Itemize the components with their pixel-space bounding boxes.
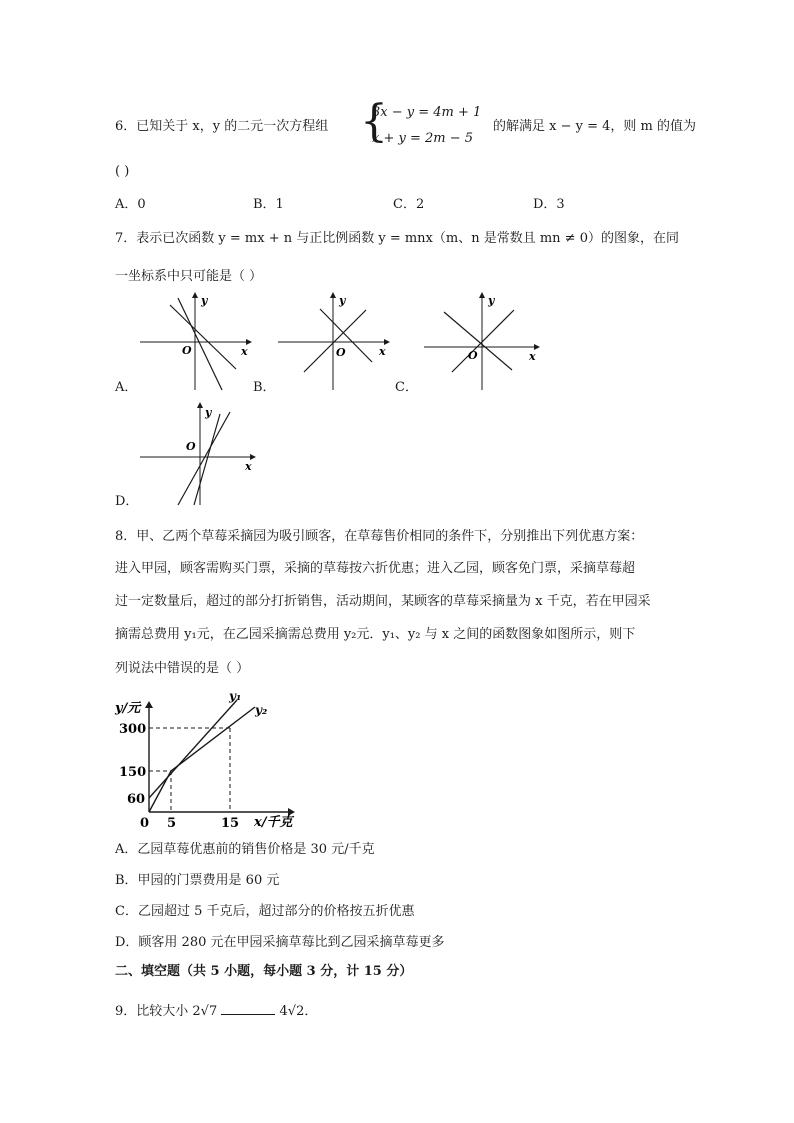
q8-stem-line-3: 过一定数量后，超过的部分打折销售，活动期间，某顾客的草莓采摘量为 x 千克，若在甲园采 (115, 594, 651, 609)
q8-option-a: A．乙园草莓优惠前的销售价格是 30 元/千克 (115, 842, 375, 857)
q7-option-c-label: C． (395, 380, 418, 395)
y1-line (149, 700, 237, 798)
axis-y-label: y (339, 294, 346, 307)
q8-stem-line-1: 8．甲、乙两个草莓采摘园为吸引顾客，在草莓售价相同的条件下，分别推出下列优惠方案： (115, 529, 644, 544)
q7-graph-c (422, 292, 542, 392)
origin-label: O (336, 346, 346, 359)
q7-graph-a (138, 292, 253, 392)
y-tick-60: 60 (127, 792, 146, 807)
q8-stem-line-5: 列说法中错误的是（ ） (115, 661, 250, 676)
q6-stem-suffix: 的解满足 x − y = 4，则 m 的值为 (493, 119, 696, 134)
y-tick-300: 300 (119, 722, 147, 737)
q8-option-d: D．顾客用 280 元在甲园采摘草莓比到乙园采摘草莓更多 (115, 935, 445, 950)
q9-suffix: 4√2． (279, 1004, 318, 1019)
q7-stem-line-1: 7．表示已次函数 y = mx + n 与正比例函数 y = mnx（m、n 是常数且 mn ≠ 0）的图象，在同 (115, 231, 679, 246)
x-tick-0: 0 (140, 816, 150, 831)
q6-option-a: A．0 (115, 197, 146, 212)
y2-series-label: y₂ (255, 703, 268, 717)
q9-prefix: 9．比较大小 2√7 (115, 1004, 218, 1019)
axis-y-label: y (205, 406, 212, 419)
q8-stem-line-4: 摘需总费用 y₁元，在乙园采摘需总费用 y₂元．y₁、y₂ 与 x 之间的函数图象如图所示，则下 (115, 627, 636, 642)
q6-equation-1: 3x − y = 4m + 1 (372, 105, 482, 120)
q6-option-d: D．3 (533, 197, 565, 212)
q7-graph-b (276, 292, 391, 392)
q7-option-b-label: B． (253, 380, 276, 395)
q8-stem-line-2: 进入甲园，顾客需购买门票，采摘的草莓按六折优惠；进入乙园，顾客免门票，采摘草莓超 (115, 561, 636, 576)
x-tick-5: 5 (167, 816, 177, 831)
x-tick-15: 15 (221, 816, 240, 831)
axis-x-label: x (529, 350, 536, 363)
q6-equation-2: x + y = 2m − 5 (372, 131, 474, 146)
equation-system-brace: { (360, 96, 388, 147)
q8-function-graph (113, 686, 303, 836)
axis-x-label: x (379, 345, 386, 358)
q7-stem-line-2: 一坐标系中只可能是（ ） (115, 269, 263, 284)
q8-option-b: B．甲园的门票费用是 60 元 (115, 873, 280, 888)
q7-option-d-label: D． (115, 494, 139, 509)
axis-x-label: x (241, 345, 248, 358)
q6-option-c: C．2 (393, 197, 425, 212)
q6-answer-paren: ( ) (115, 164, 130, 179)
axis-x-label: x (245, 460, 252, 473)
q9-answer-blank[interactable] (221, 1002, 275, 1015)
y-axis-label: y/元 (115, 701, 141, 716)
y2-line (149, 707, 255, 812)
axis-y-label: y (488, 294, 495, 307)
q7-graph-d (138, 402, 263, 507)
origin-label: O (182, 344, 192, 357)
q6-stem-prefix: 6．已知关于 x，y 的二元一次方程组 (115, 119, 329, 134)
origin-label: O (468, 349, 478, 362)
q9-stem (115, 1002, 317, 1022)
y1-series-label: y₁ (229, 689, 242, 703)
q7-option-a-label: A． (115, 380, 138, 395)
q8-option-c: C．乙园超过 5 千克后，超过部分的价格按五折优惠 (115, 904, 415, 919)
origin-label: O (186, 440, 196, 453)
x-axis-label: x/千克 (254, 815, 293, 830)
y-tick-150: 150 (119, 765, 147, 780)
axis-y-label: y (201, 294, 208, 307)
section-2-title: 二、填空题（共 5 小题，每小题 3 分，计 15 分） (115, 964, 413, 979)
q6-option-b: B．1 (253, 197, 284, 212)
